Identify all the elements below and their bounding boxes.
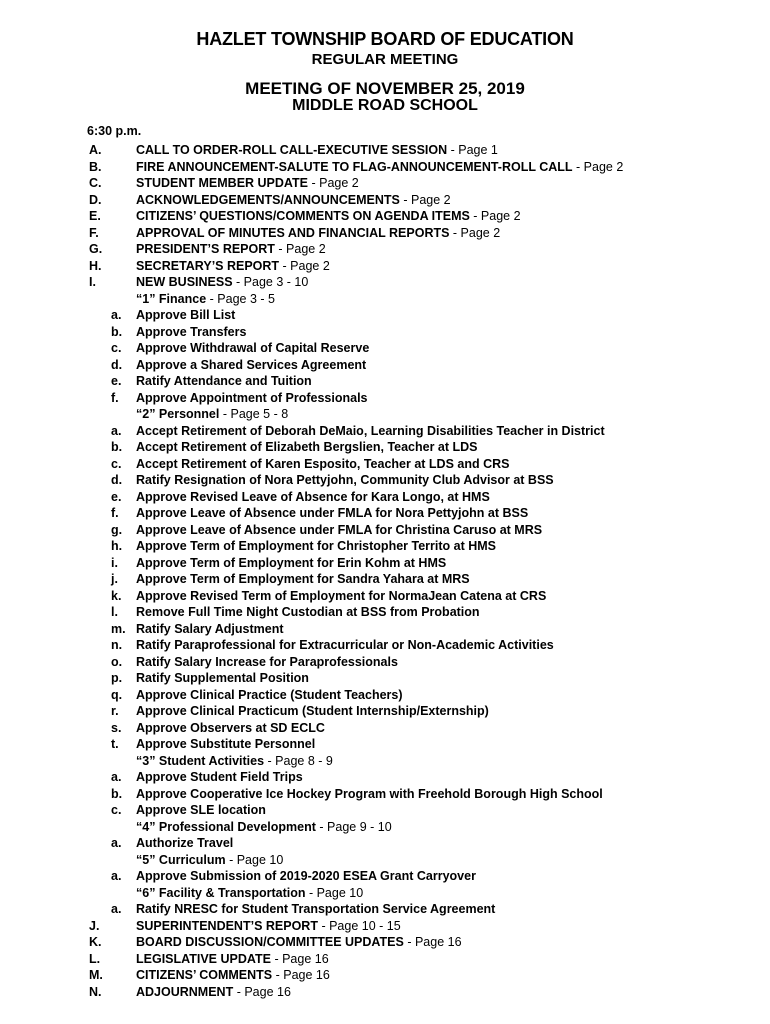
agenda-item <box>0 538 770 555</box>
agenda-item-text <box>136 489 490 506</box>
agenda-item-title: “4” Professional Development <box>136 819 316 834</box>
agenda-item-page: - Page 3 - 5 <box>206 291 275 306</box>
agenda-item-title: Approve Term of Employment for Sandra Yahara at MRS <box>136 572 470 586</box>
agenda-item <box>0 819 770 836</box>
agenda-item <box>0 373 770 390</box>
agenda-item-label: i. <box>111 555 118 570</box>
meeting-location-heading: MIDDLE ROAD SCHOOL <box>292 97 478 114</box>
agenda-item <box>0 604 770 621</box>
agenda-item-label: b. <box>111 440 123 454</box>
agenda-item-title: CITIZENS’ QUESTIONS/COMMENTS ON AGENDA ITEMS <box>136 209 470 223</box>
agenda-item-text <box>136 951 329 968</box>
agenda-item-label: J. <box>89 918 100 933</box>
agenda-item-text <box>136 786 603 803</box>
agenda-item-title: ADJOURNMENT <box>136 984 234 999</box>
agenda-item-label: c. <box>111 456 122 471</box>
agenda-item-page: - Page 16 <box>270 951 329 966</box>
agenda-item-text <box>136 703 489 720</box>
agenda-item-title: Approve Term of Employment for Erin Kohm at HMS <box>136 555 447 570</box>
agenda-item-text <box>136 885 363 902</box>
agenda-item <box>0 670 770 687</box>
agenda-item-text <box>136 934 462 951</box>
agenda-item-text <box>136 142 498 159</box>
agenda-item-text <box>136 357 366 374</box>
agenda-item-page: - Page 5 - 8 <box>219 407 289 421</box>
agenda-item <box>0 736 770 753</box>
agenda-item-text <box>136 967 330 984</box>
agenda-item-page: - Page 16 <box>403 935 462 949</box>
agenda-item-label: L. <box>89 951 101 966</box>
agenda-item-label: H. <box>89 258 102 273</box>
agenda-item <box>0 274 770 291</box>
agenda-item-title: PRESIDENT’S REPORT <box>136 242 275 256</box>
agenda-item-title: Authorize Travel <box>136 836 234 850</box>
agenda-item-text <box>136 340 369 357</box>
agenda-item-text <box>136 505 528 522</box>
agenda-item-page: - Page 1 <box>447 143 498 157</box>
agenda-item-title: ACKNOWLEDGEMENTS/ANNOUNCEMENTS <box>136 192 400 207</box>
agenda-item-text <box>136 291 275 308</box>
agenda-item-text <box>136 258 330 275</box>
agenda-item-label: E. <box>89 209 101 223</box>
agenda-item-page: - Page 8 - 9 <box>264 753 333 768</box>
agenda-item-label: D. <box>89 192 102 207</box>
agenda-item <box>0 967 770 984</box>
agenda-item-text <box>136 720 325 737</box>
agenda-item <box>0 588 770 605</box>
agenda-item-label: b. <box>111 786 123 801</box>
agenda-item-title: LEGISLATIVE UPDATE <box>136 951 271 966</box>
agenda-item <box>0 291 770 308</box>
agenda-item-text <box>136 456 509 473</box>
agenda-item-label: e. <box>111 489 122 504</box>
agenda-item-label: m. <box>111 621 126 636</box>
agenda-item-text <box>136 670 309 687</box>
agenda-item-text <box>136 274 308 291</box>
agenda-item <box>0 868 770 885</box>
agenda-item-text <box>136 159 623 176</box>
agenda-item-label: t. <box>111 737 119 751</box>
agenda-item-page: - Page 10 <box>305 885 364 900</box>
agenda-item-text <box>136 225 500 242</box>
meeting-date-heading: MEETING OF NOVEMBER 25, 2019 <box>245 79 525 98</box>
agenda-item-title: Accept Retirement of Elizabeth Bergslien, Teacher at LDS <box>136 440 478 454</box>
agenda-item-text <box>136 868 476 885</box>
agenda-item-title: APPROVAL OF MINUTES AND FINANCIAL REPORTS <box>136 225 450 240</box>
agenda-item-label: r. <box>111 704 119 718</box>
agenda-item-title: Approve Revised Term of Employment for NormaJean Catena at CRS <box>136 588 547 603</box>
agenda-item-label: a. <box>111 869 122 883</box>
agenda-item-title: FIRE ANNOUNCEMENT-SALUTE TO FLAG-ANNOUNCEMENT-ROLL CALL <box>136 159 573 174</box>
agenda-item-text <box>136 687 403 704</box>
agenda-item <box>0 192 770 209</box>
agenda-item-label: g. <box>111 522 123 537</box>
agenda-item <box>0 571 770 588</box>
agenda-item-text <box>136 472 554 489</box>
agenda-item <box>0 406 770 423</box>
agenda-item <box>0 225 770 242</box>
agenda-item-page: - Page 3 - 10 <box>232 275 309 289</box>
agenda-item-text <box>136 802 266 819</box>
agenda-item-text <box>136 654 398 671</box>
agenda-item-text <box>136 538 496 555</box>
agenda-item-title: Approve Substitute Personnel <box>136 737 316 751</box>
agenda-item-title: STUDENT MEMBER UPDATE <box>136 176 308 190</box>
agenda-item <box>0 324 770 341</box>
agenda-item <box>0 340 770 357</box>
agenda-item <box>0 423 770 440</box>
agenda-item-title: Approve Appointment of Professionals <box>136 390 368 405</box>
agenda-item-page: - Page 2 <box>399 192 451 207</box>
agenda-item-label: h. <box>111 539 123 553</box>
agenda-item-title: Approve Cooperative Ice Hockey Program with Freehold Borough High School <box>136 786 603 801</box>
agenda-item-text <box>136 390 368 407</box>
agenda-item-text <box>136 835 233 852</box>
agenda-item-page: - Page 10 - 15 <box>317 918 401 933</box>
agenda-item-text <box>136 901 495 918</box>
agenda-item <box>0 208 770 225</box>
agenda-item-label: p. <box>111 671 123 685</box>
agenda-item-title: “3” Student Activities <box>136 753 265 768</box>
agenda-item-title: NEW BUSINESS <box>136 275 233 289</box>
agenda-item-title: Approve Bill List <box>136 308 236 322</box>
agenda-item-text <box>136 984 291 1001</box>
agenda-item <box>0 720 770 737</box>
agenda-item-text <box>136 637 554 654</box>
agenda-item <box>0 241 770 258</box>
agenda-item-text <box>136 406 288 423</box>
agenda-item-text <box>136 769 303 786</box>
agenda-item-label: G. <box>89 242 103 256</box>
agenda-item-page: - Page 2 <box>308 176 359 190</box>
agenda-item <box>0 786 770 803</box>
agenda-item-page: - Page 2 <box>572 159 624 174</box>
agenda-item <box>0 472 770 489</box>
agenda-item-text <box>136 621 284 638</box>
agenda-item <box>0 456 770 473</box>
agenda-item <box>0 505 770 522</box>
agenda-item-title: Approve SLE location <box>136 803 266 817</box>
agenda-item <box>0 142 770 159</box>
agenda-item-title: CALL TO ORDER-ROLL CALL-EXECUTIVE SESSION <box>136 143 448 157</box>
agenda-item-title: Ratify NRESC for Student Transportation Service Agreement <box>136 902 496 916</box>
agenda-item-page: - Page 2 <box>279 258 330 273</box>
agenda-item-text <box>136 918 401 935</box>
agenda-item-title: Approve Observers at SD ECLC <box>136 720 325 735</box>
agenda-item-page: - Page 16 <box>272 968 330 982</box>
agenda-item <box>0 489 770 506</box>
agenda-item-text <box>136 555 446 572</box>
agenda-item-text <box>136 324 246 341</box>
agenda-item <box>0 357 770 374</box>
agenda-item-label: l. <box>111 605 118 619</box>
agenda-item-label: B. <box>89 159 102 174</box>
agenda-item-text <box>136 753 333 770</box>
agenda-item-title: Ratify Paraprofessional for Extracurricular or Non-Academic Activities <box>136 638 554 652</box>
agenda-item <box>0 703 770 720</box>
agenda-item-title: CITIZENS’ COMMENTS <box>136 968 273 982</box>
agenda-item-title: Ratify Supplemental Position <box>136 671 309 685</box>
agenda-item <box>0 852 770 869</box>
agenda-item-label: a. <box>111 423 122 438</box>
agenda-item <box>0 555 770 572</box>
agenda-item <box>0 918 770 935</box>
agenda-item <box>0 885 770 902</box>
agenda-item-label: a. <box>111 836 122 850</box>
agenda-item-label: N. <box>89 984 102 999</box>
agenda-item-title: Approve Term of Employment for Christopher Territo at HMS <box>136 539 496 553</box>
agenda-item-title: Approve Transfers <box>136 324 247 339</box>
agenda-item <box>0 654 770 671</box>
agenda-item-label: a. <box>111 770 122 784</box>
agenda-item-title: Accept Retirement of Karen Esposito, Teacher at LDS and CRS <box>136 456 510 471</box>
agenda-item <box>0 637 770 654</box>
agenda-item <box>0 390 770 407</box>
agenda-item <box>0 934 770 951</box>
agenda-item-page: - Page 10 <box>225 852 284 867</box>
agenda-item-text <box>136 241 326 258</box>
agenda-item-page: - Page 9 - 10 <box>315 819 392 834</box>
agenda-item <box>0 159 770 176</box>
agenda-item-page: - Page 2 <box>449 225 501 240</box>
document-title: HAZLET TOWNSHIP BOARD OF EDUCATION <box>196 29 574 49</box>
agenda-item-label: o. <box>111 654 123 669</box>
agenda-item <box>0 439 770 456</box>
agenda-item-text <box>136 604 480 621</box>
agenda-item <box>0 175 770 192</box>
agenda-item-label: s. <box>111 720 122 735</box>
agenda-item <box>0 522 770 539</box>
agenda-item <box>0 753 770 770</box>
agenda-item-title: Ratify Salary Adjustment <box>136 621 284 636</box>
agenda-item-text <box>136 588 546 605</box>
agenda-item-label: d. <box>111 473 123 487</box>
agenda-item-title: “6” Facility & Transportation <box>136 885 306 900</box>
agenda-item-text <box>136 192 451 209</box>
agenda-item <box>0 769 770 786</box>
agenda-item-label: C. <box>89 176 102 190</box>
agenda-item <box>0 307 770 324</box>
agenda-item-title: Remove Full Time Night Custodian at BSS from Probation <box>136 605 480 619</box>
agenda-list <box>0 142 770 1000</box>
agenda-item-label: a. <box>111 902 122 916</box>
agenda-item-title: Approve Student Field Trips <box>136 770 303 784</box>
agenda-item-page: - Page 16 <box>233 984 291 999</box>
agenda-item-text <box>136 175 359 192</box>
agenda-item-label: c. <box>111 803 122 817</box>
agenda-item-text <box>136 439 478 456</box>
agenda-item-label: q. <box>111 687 123 702</box>
agenda-item-title: “5” Curriculum <box>136 852 226 867</box>
agenda-item-title: Approve Submission of 2019-2020 ESEA Grant Carryover <box>136 869 476 883</box>
agenda-item-title: Ratify Salary Increase for Paraprofessionals <box>136 654 398 669</box>
agenda-item-label: e. <box>111 374 122 388</box>
agenda-item <box>0 951 770 968</box>
agenda-item <box>0 802 770 819</box>
agenda-item-label: A. <box>89 143 102 157</box>
agenda-item <box>0 621 770 638</box>
agenda-item-title: Approve Leave of Absence under FMLA for Nora Pettyjohn at BSS <box>136 506 529 520</box>
agenda-item-label: F. <box>89 225 99 240</box>
agenda-item-title: SECRETARY’S REPORT <box>136 258 280 273</box>
agenda-item-title: Accept Retirement of Deborah DeMaio, Learning Disabilities Teacher in District <box>136 423 605 438</box>
agenda-item-label: a. <box>111 308 122 322</box>
agenda-item-title: “1” Finance <box>136 291 207 306</box>
agenda-item-label: I. <box>89 275 96 289</box>
agenda-item-text <box>136 736 315 753</box>
agenda-item-label: c. <box>111 341 122 355</box>
agenda-item-title: SUPERINTENDENT’S REPORT <box>136 918 318 933</box>
agenda-item-page: - Page 2 <box>274 242 326 256</box>
agenda-item-title: Approve Clinical Practicum (Student Internship/Externship) <box>136 704 489 718</box>
agenda-item-title: Approve Leave of Absence under FMLA for Christina Caruso at MRS <box>136 522 543 537</box>
agenda-item-text <box>136 571 470 588</box>
agenda-item-label: M. <box>89 968 103 982</box>
agenda-item <box>0 984 770 1001</box>
agenda-item <box>0 901 770 918</box>
agenda-item-title: Approve Withdrawal of Capital Reserve <box>136 341 370 355</box>
agenda-item-title: Approve Revised Leave of Absence for Kara Longo, at HMS <box>136 489 490 504</box>
agenda-item-label: b. <box>111 324 123 339</box>
agenda-item-page: - Page 2 <box>469 209 521 223</box>
agenda-item-label: f. <box>111 506 119 520</box>
agenda-item-text <box>136 373 312 390</box>
agenda-item-text <box>136 522 542 539</box>
agenda-item-title: “2” Personnel <box>136 407 220 421</box>
agenda-item-title: Ratify Attendance and Tuition <box>136 374 312 388</box>
agenda-item-title: Approve a Shared Services Agreement <box>136 357 367 372</box>
agenda-item-text <box>136 819 392 836</box>
agenda-item <box>0 258 770 275</box>
agenda-item-title: Ratify Resignation of Nora Pettyjohn, Community Club Advisor at BSS <box>136 473 554 487</box>
agenda-item <box>0 687 770 704</box>
agenda-item-title: Approve Clinical Practice (Student Teachers) <box>136 687 403 702</box>
agenda-item-text <box>136 307 235 324</box>
agenda-item-text <box>136 208 521 225</box>
agenda-item-label: k. <box>111 588 122 603</box>
document-subtitle: REGULAR MEETING <box>311 51 459 68</box>
meeting-time: 6:30 p.m. <box>87 124 142 138</box>
agenda-item-label: n. <box>111 638 123 652</box>
agenda-item <box>0 835 770 852</box>
agenda-item-label: d. <box>111 357 123 372</box>
agenda-item-label: K. <box>89 935 102 949</box>
agenda-item-text <box>136 852 283 869</box>
agenda-item-text <box>136 423 605 440</box>
agenda-item-title: BOARD DISCUSSION/COMMITTEE UPDATES <box>136 935 404 949</box>
agenda-item-label: f. <box>111 390 119 405</box>
agenda-item-label: j. <box>111 572 118 586</box>
